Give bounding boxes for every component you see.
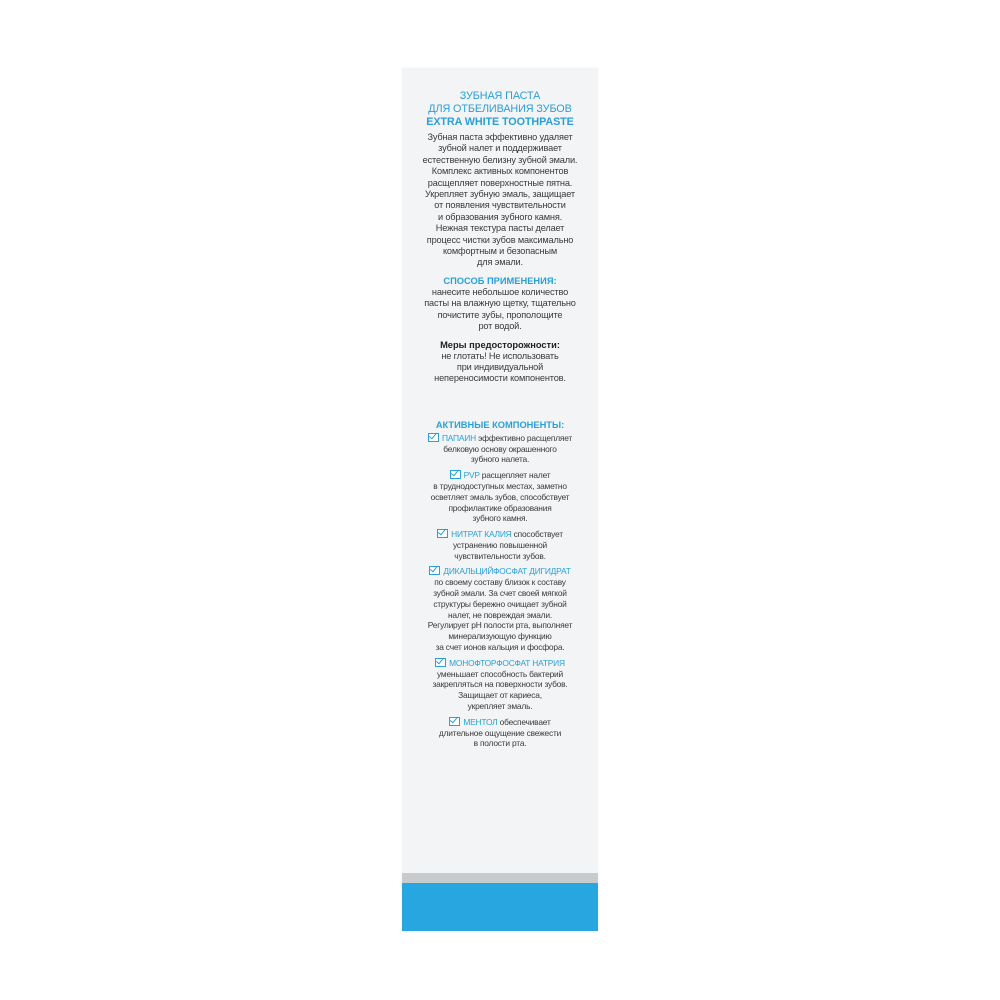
gray-stripe <box>402 873 598 883</box>
caution-line: при индивидуальной <box>456 361 544 372</box>
checkbox-icon <box>435 658 446 667</box>
usage-text <box>402 287 598 333</box>
component-text: структуры бережно очищает зубной <box>433 598 567 609</box>
usage-line: пасты на влажную щетку, тщательно <box>424 298 576 309</box>
component-name: НИТРАТ КАЛИЯ <box>451 529 512 540</box>
usage-heading: СПОСОБ ПРИМЕНЕНИЯ: <box>443 275 557 286</box>
panel-content <box>402 90 598 749</box>
caution-text <box>402 351 598 385</box>
description-line: Зубная паста эффективно удаляет <box>427 132 573 142</box>
usage-line: нанесите небольшое количество <box>431 286 569 297</box>
description-line: Комплекс активных компонентов <box>431 166 569 177</box>
title-ru-line1: ЗУБНАЯ ПАСТА <box>459 90 541 102</box>
description-line: и образования зубного камня. <box>437 211 563 222</box>
component-text: устранению повышенной <box>452 539 548 550</box>
checkbox-icon <box>437 529 448 538</box>
component-sodium-monofluorophosphate <box>402 658 598 712</box>
component-text: Регулирует pH полости рта, выполняет <box>427 620 573 631</box>
description-line: процесс чистки зубов максимально <box>426 234 574 245</box>
component-text: укрепляет эмаль. <box>467 701 533 712</box>
component-text: расщепляет налет <box>481 470 551 481</box>
toothpaste-box-side-panel <box>402 68 598 931</box>
description-line: комфортным и безопасным <box>442 246 558 257</box>
component-name: ПАПАИН <box>441 432 476 443</box>
component-text: белковую основу окрашенного <box>443 443 557 454</box>
checkbox-icon <box>449 717 460 726</box>
usage-line: почистите зубы, прополощите <box>437 309 563 320</box>
description <box>402 132 598 269</box>
component-name: МОНОФТОРФОСФАТ НАТРИЯ <box>449 657 565 668</box>
component-papain <box>402 433 598 465</box>
component-text: зубного камня. <box>472 513 528 524</box>
description-line: зубной налет и поддерживает <box>438 143 562 154</box>
title-en: EXTRA WHITE TOOTHPASTE <box>426 116 574 128</box>
component-text: уменьшает способность бактерий <box>437 668 563 679</box>
usage-line: рот водой. <box>478 321 522 332</box>
component-text: длительное ощущение свежести <box>438 727 562 738</box>
component-name: ДИКАЛЬЦИЙФОСФАТ ДИГИДРАТ <box>443 566 571 577</box>
component-text: способствует <box>513 529 563 540</box>
component-text: в труднодоступных местах, заметно <box>433 480 567 491</box>
caution-line: не глотать! Не использовать <box>441 350 559 361</box>
component-text: эффективно расщепляет <box>478 432 573 443</box>
title-ru-line2: ДЛЯ ОТБЕЛИВАНИЯ ЗУБОВ <box>428 103 572 115</box>
description-line: естественную белизну зубной эмали. <box>422 154 578 165</box>
checkbox-icon <box>429 566 440 575</box>
component-text: профилактике образования <box>448 502 552 513</box>
blue-stripe <box>402 883 598 931</box>
component-menthol <box>402 717 598 749</box>
component-name: МЕНТОЛ <box>463 716 498 727</box>
component-text: Защищает от кариеса, <box>458 690 542 701</box>
caution-line: непереносимости компонентов. <box>434 373 566 384</box>
description-line: для эмали. <box>477 257 523 268</box>
description-line: расщепляет поверхностные пятна. <box>427 177 573 188</box>
checkbox-icon <box>428 433 439 442</box>
component-pvp <box>402 470 598 524</box>
component-potassium-nitrate <box>402 529 598 561</box>
component-text: осветляет эмаль зубов, способствует <box>430 491 570 502</box>
component-text: зубного налета. <box>470 454 530 465</box>
component-text: зубной эмали. За счет своей мягкой <box>433 588 567 599</box>
component-text: по своему составу близок к составу <box>434 577 566 588</box>
caution-heading: Меры предосторожности: <box>440 339 560 350</box>
component-text: налет, не повреждая эмали. <box>448 609 552 620</box>
description-line: Укрепляет зубную эмаль, защищает <box>425 189 575 200</box>
component-text: чувствительности зубов. <box>454 550 546 561</box>
description-line: от появления чувствительности <box>434 200 566 211</box>
checkbox-icon <box>450 470 461 479</box>
component-text: минерализующую функцию <box>448 631 552 642</box>
components-heading: АКТИВНЫЕ КОМПОНЕНТЫ: <box>435 419 565 430</box>
component-text: в полости рта. <box>473 738 527 749</box>
component-name: PVP <box>463 470 480 481</box>
component-text: за счет ионов кальция и фосфора. <box>435 642 565 653</box>
component-dicalcium-phosphate <box>402 566 598 652</box>
description-line: Нежная текстура пасты делает <box>435 223 565 234</box>
component-text: закрепляться на поверхности зубов. <box>432 679 568 690</box>
component-text: обеспечивает <box>499 716 551 727</box>
